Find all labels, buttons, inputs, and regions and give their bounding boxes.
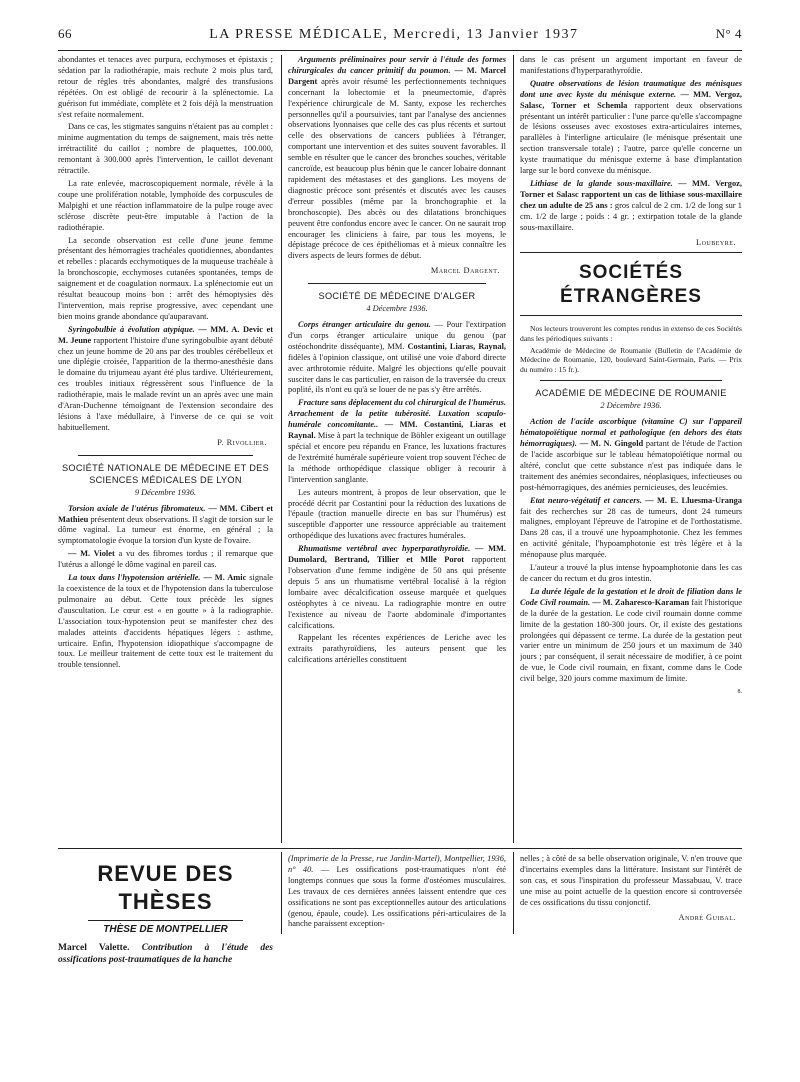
section-heading: SOCIÉTÉ NATIONALE DE MÉDECINE ET DES SCIENCES MÉDICALES DE LYON <box>61 462 269 485</box>
article-title: Fracture sans déplacement du col chirurgical de l'humérus. Arrachement de la petite tubérosité. Luxation scapulo-humérale concomitante.. <box>288 398 506 430</box>
article-body: fait l'historique de la durée de la gestation. Le code civil roumain donne comme limite de la gestation 180-300 jours. Or, il existe des gestations prolongées qui dépassent ce terme. La durée de la gestation peut varier entre un minimum de 250 jours et un maximum de 340 jours ; par conséquent, il serait nécessaire de modifier, à ce point de vue, le Code civil roumain, en fixant, comme dans le Code civil belge, 320 jours comme maximum de limite. <box>520 597 742 684</box>
article-authors: — MM. A. Devic et M. Jeune <box>58 324 273 345</box>
article-authors: Costantini, Liaras, Raynal, <box>407 341 506 351</box>
section-date: 9 Décembre 1936. <box>134 487 197 497</box>
article-entry <box>520 179 742 234</box>
thesis-text: nelles ; à côté de sa belle observation originale, V. n'en trouve que d'incertains exemples dans la littérature. Insistant sur l'intérêt de son cas, et sous l'inspiration du professeur Massabuau, V. trace une mise au point actuelle de la question encore si controversée de ces ossifications du tissu conjonctif. <box>520 854 742 907</box>
divider <box>308 283 486 284</box>
divider <box>520 315 742 316</box>
paragraph: L'auteur a trouvé la plus intense hypoamphotonie dans les cas de cancer du rectum et du gros intestin. <box>520 563 742 583</box>
divider <box>520 252 742 253</box>
column-3 <box>520 55 742 845</box>
article-title: Action de l'acide ascorbique (vitamine C) sur l'appareil hématopoïétique normal et pathologique (en dehors des états hémorragiques). <box>520 417 742 449</box>
article-authors: — MM. Vergoz, Salasc, Torner et Schemla <box>520 89 742 110</box>
note: Académie de Médecine de Roumanie (Bulletin de l'Académie de Médecine de Roumanie, 120, boulevard Saint-Germain, Paris. — Prix du numéro : 15 fr.). <box>520 345 742 374</box>
article-authors: — MM. Costantini, Liaras et Raynal. <box>288 420 506 441</box>
divider <box>88 920 243 921</box>
article-authors: — MM. Vergoz, Torner et Salasc rapportent un cas de lithiase sous-maxillaire chez un adulte de 25 ans : <box>520 178 742 210</box>
issue-number: N° 4 <box>715 26 742 41</box>
thesis-body <box>288 854 506 930</box>
article-title: Corps étranger articulaire du genou. <box>298 320 431 330</box>
note: Nos lecteurs trouveront les comptes rendus in extenso de ces Sociétés dans les périodiques suivants : <box>520 324 742 343</box>
signature: André Guibal. <box>678 912 736 922</box>
article-body: rapportent l'observation d'une femme indigène de 50 ans qui présente depuis 5 ans un rhumatisme vertébral localisé à la région lombaire avec décalcification osseuse marquée et quelques ostéophytes à ce niveau. La radiographie montre en outre l'existence au niveau de l'aorte abdominale d'importantes calcifications. <box>288 555 506 630</box>
article-title: La durée légale de la gestation et le droit de filiation dans le Code Civil roumain. <box>520 586 742 607</box>
article-entry <box>58 573 273 671</box>
article-body: rapportent l'histoire d'une syringobulbie ayant débuté chez un jeune homme de 20 ans par des troubles cérébelleux et une diplégie croisée, l'apparition de la thermo-anesthésie dans le domaine du trijumeau ayant été plus tardive. Ultérieurement, ces troubles initiaux régressèrent sous l'influence de la radiothérapie, mais le malade revint un an après avec une main d'Aran-Duchenne témoignant de l'extension secondaire des lésions à l'axe médullaire, à l'inverse de ce qui se voit habituellement. <box>58 335 273 432</box>
page-mark: 8. <box>737 689 742 696</box>
thesis-author: Marcel Valette. <box>58 942 130 953</box>
article-entry <box>520 587 742 685</box>
article-title: Lithiase de la glande sous-maxillaire. <box>530 178 673 188</box>
article-title: Quatre observations de lésion traumatique des ménisques dont une avec kyste du ménisque externe. <box>520 78 742 99</box>
article-body: a vu des fibromes tordus ; il remarque que l'utérus a allongé le dôme vaginal en pareil cas. <box>58 549 273 570</box>
article-authors: — M. Zaharesco-Karaman <box>592 597 690 607</box>
paragraph: La rate enlevée, macroscopiquement normale, révèle à la coupe une prolifération notable, lymphoïde des corpuscules de Malpighi et une réaction inflammatoire de la pulpe rouge avec sclérose discrète peut-être imputable à l'action de la radiothérapie. <box>58 178 273 232</box>
divider <box>540 380 722 381</box>
section-date: 4 Décembre 1936. <box>366 304 428 314</box>
article-entry <box>520 496 742 561</box>
paragraph: Dans ce cas, les stigmates sanguins n'étaient pas au complet : minime augmentation du temps de saignement, mais très nette irrétractilité du caillot ; nombre de plaquettes, 100.000, remontant à 300.000 après l'intervention, le caillot devenant rétractile. <box>58 122 273 176</box>
article-authors: — M. N. Gingold <box>579 439 644 449</box>
article-body: signale la coexistence de la toux et de l'hypotension dans la tuberculose pulmonaire au début. Cette toux précède les signes d'auscultation. Le cœur est « en goutte » à la radiographie. L'association toux-hypotension peut se manifester chez des malades atteints d'accidents hépatiques légers : asthme, urticaire. Enfin, l'hypotension idiopathique s'accompagne de toux. Le meilleur traitement de cette toux est le traitement du trouble tensionnel. <box>58 573 273 670</box>
article-body: — Pour l'extirpation d'un corps étranger articulaire unique du genou (par ostéochondrite disséquante), MM. <box>288 320 506 351</box>
article-body: partant de l'étude de l'action de l'acide ascorbique sur le tableau hématopoïétique normal ou altéré, conclut que cette substance n'est pas indiquée dans le traitement des anémies secondaires, néoplasiques, infectieuses ou post-hémorragiques, des anémies pernicieuses, des leucémies. <box>520 439 742 492</box>
theses-column-3 <box>520 854 742 954</box>
article-title: Rhumatisme vertébral avec hyperparathyroïdie. <box>298 544 471 554</box>
article-body: Mise à part la technique de Böhler exigeant un outillage spécial et encore peu répandu en France, les luxations fractures de l'extrémité humérale supérieure voient trop souvent l'échec de la méthode orthopédique classique obliger à recourir à l'intervention sanglante. <box>288 431 506 484</box>
divider <box>78 455 253 456</box>
signature: Loubeyre. <box>695 237 736 247</box>
article-entry <box>58 549 273 571</box>
column-rule <box>281 55 282 843</box>
article-authors: — M. E. Lluesma-Uranga <box>645 495 742 505</box>
section-rule <box>58 848 742 849</box>
header-rule <box>58 50 742 51</box>
section-banner: SOCIÉTÉS ÉTRANGÈRES <box>560 262 702 308</box>
article-entry <box>288 55 506 262</box>
article-authors: — M. Violet <box>68 549 115 559</box>
thesis-title: Contribution à l'étude des ossifications post-traumatiques de la hanche <box>58 942 273 965</box>
thesis-imprint: (Imprimerie de la Presse, rue Jardin-Martel), Montpellier, 1936, n° 40. <box>288 854 506 874</box>
article-entry <box>58 504 273 548</box>
article-authors: — M. Amic <box>203 573 247 583</box>
article-entry <box>288 320 506 396</box>
theses-subtitle: THÈSE DE MONTPELLIER <box>103 924 228 935</box>
section-heading: ACADÉMIE DE MÉDECINE DE ROUMANIE <box>535 388 727 399</box>
article-authors: — MM. Cibert et Mathieu <box>58 503 273 524</box>
article-title: Etat neuro-végétatif et cancers. <box>530 495 642 505</box>
article-body: présentent deux observations. Il s'agit de torsion sur le dôme vaginal. La tumeur est énorme, en général ; la symptomatologie évoque la torsion d'un kyste de l'ovaire. <box>58 514 273 546</box>
paragraph: dans le cas présent un argument important en faveur de manifestations d'hyperparathyroïdie. <box>520 55 742 75</box>
article-entry <box>520 79 742 177</box>
thesis-entry <box>58 942 273 966</box>
page-header <box>58 26 742 48</box>
article-body: gros calcul de 2 cm. 1/2 de long sur 1 cm. 1/2 de large ; poids : 4 gr. ; extirpation totale de la glande sous-maxillaire. <box>520 200 742 232</box>
theses-column-2 <box>288 854 506 944</box>
signature: P. Rivollier. <box>217 437 267 447</box>
section-date: 2 Décembre 1936. <box>600 401 662 411</box>
theses-column-1 <box>58 854 273 974</box>
signature: Marcel Dargent. <box>430 266 500 276</box>
column-2 <box>288 55 506 845</box>
theses-title: REVUE DES THÈSES <box>97 861 234 914</box>
article-entry <box>58 325 273 434</box>
article-entry <box>288 398 506 485</box>
thesis-text: — Les ossifications post-traumatiques n'ont été longtemps connues que sous la forme d'ostéomes musculaires. Les travaux de ces dernières années laissent entendre que ces ossifications ne sont pas exceptionnelles autour des articulations (genou, épaule, coude). Les ossifications péri-articulaires de la hanche paraissent exception- <box>288 864 506 929</box>
article-entry <box>288 544 506 631</box>
article-body: fait des recherches sur 28 cas de tumeurs, dont 24 tumeurs malignes, employant l'épreuve de l'atropine et de l'orthostatisme. Dans 28 cas, il a trouvé une hypoamphotonie. Chez les femmes en activité génitale, l'hypoamphotonie est très légère et à la ménopause plus marquée. <box>520 506 742 560</box>
column-rule <box>513 55 514 843</box>
page-number: 66 <box>58 26 72 41</box>
paragraph: Rappelant les récentes expériences de Leriche avec les extraits parathyroïdiens, les auteurs pensent que les calcifications artérielles constituent <box>288 633 506 665</box>
column-1 <box>58 55 273 845</box>
journal-title: LA PRESSE MÉDICALE, Mercredi, 13 Janvier 1937 <box>209 27 579 42</box>
article-authors: — MM. Dumolard, Bertrand, Tillier et Mlle Porot <box>288 544 506 565</box>
article-body: après avoir résumé les perfectionnements techniques concernant la lobectomie et la pneumectomie, d'après l'expérience chirurgicale de M. Santy, expose les recherches personnelles qu'il a poursuivies, tant par l'analyse des anciennes observations lyonnaises que celle des cas plus récents et surtout celle des observations de cancers publiées à l'étranger, comportant une intervention et des suites souvent favorables. Il semble en résulter que le cancer des bronches souches, véritable cancroïde, est beaucoup plus bénin que le cancer lobaire donnant rapidement des métastases et des ganglions. Les moyens de diagnostic précoce sont présentés et discutés avec les causes d'erreur possibles (même par la bronchographie et la bronchoscopie). Des abcès ou des dilatations bronchiques peuvent être confondus encore avec le cancer. On ne saurait trop encourager les cliniciens à faire, par tous les moyens, le dépistage précoce de ces épithéliomas et à mieux connaître les divers aspects de leurs formes de début. <box>288 76 506 261</box>
paragraph: La seconde observation est celle d'une jeune femme présentant des hémorragies trachéales quotidiennes, abondantes et rebelles : placards ecchymotiques de la muqueuse trachéale à la bronchoscopie, ecchymoses cutanées spontanées, temps de saignement et de coagulation normaux. La splénectomie eut un résultat beaucoup moins bon : arrêt des hémoptysies dès l'intervention, mais reprise progressive, avec cependant une bien moins grande abondance qu'auparavant. <box>58 235 273 321</box>
column-rule <box>513 852 514 934</box>
section-heading: SOCIÉTÉ DE MÉDECINE D'ALGER <box>318 291 476 302</box>
paragraph: Les auteurs montrent, à propos de leur observation, que le procédé décrit par Costantini pour la réduction des luxations de l'épaule (traction manuelle directe en bas sur l'humérus) est susceptible d'apporter une ressource appréciable au traitement orthopédique des luxations avec fractures humérales. <box>288 487 506 541</box>
article-entry <box>520 417 742 493</box>
article-body: fidèles à l'opinion classique, ont utilisé une voie d'abord directe avec arthrotomie réduite. Malgré les objections qu'elle pouvait susciter dans le cas particulier, en raison de la traversée du creux poplité, ils n'ont eu qu'à se louer de ne pas s'y être arrêtés. <box>288 352 506 395</box>
article-title: Arguments préliminaires pour servir à l'étude des formes chirurgicales du cancer primitif du poumon. <box>288 55 506 75</box>
column-rule <box>281 852 282 934</box>
article-title: Syringobulbie à évolution atypique. <box>68 324 195 334</box>
article-body: rapportent deux observations présentant un intérêt particulier : l'une parce qu'elle s'accompagne de lésions osseuses avec exostoses extra-articulaires internes, parallèles à l'interligne articulaire (le ménisque présentait une section transversale totale) ; l'autre, parce qu'elle concerne un kyste traumatique du ménisque externe à base d'implantation large sur le bord convexe du ménisque. <box>520 100 742 176</box>
paragraph: abondantes et tenaces avec purpura, ecchymoses et épistaxis ; sédation par la radiothérapie, mais rechute 2 mois plus tard, retour de règles très abondantes, malgré des transfusions répétées. On est obligé de recourir à la splénectomie. La guérison fut immédiate, complète et 2 fois déjà la menstruation s'est refaite normalement. <box>58 55 273 119</box>
article-authors: — M. Marcel Dargent <box>288 65 506 86</box>
article-title: La toux dans l'hypotension artérielle. <box>68 573 201 583</box>
article-title: Torsion axiale de l'utérus fibromateux. <box>68 503 206 513</box>
